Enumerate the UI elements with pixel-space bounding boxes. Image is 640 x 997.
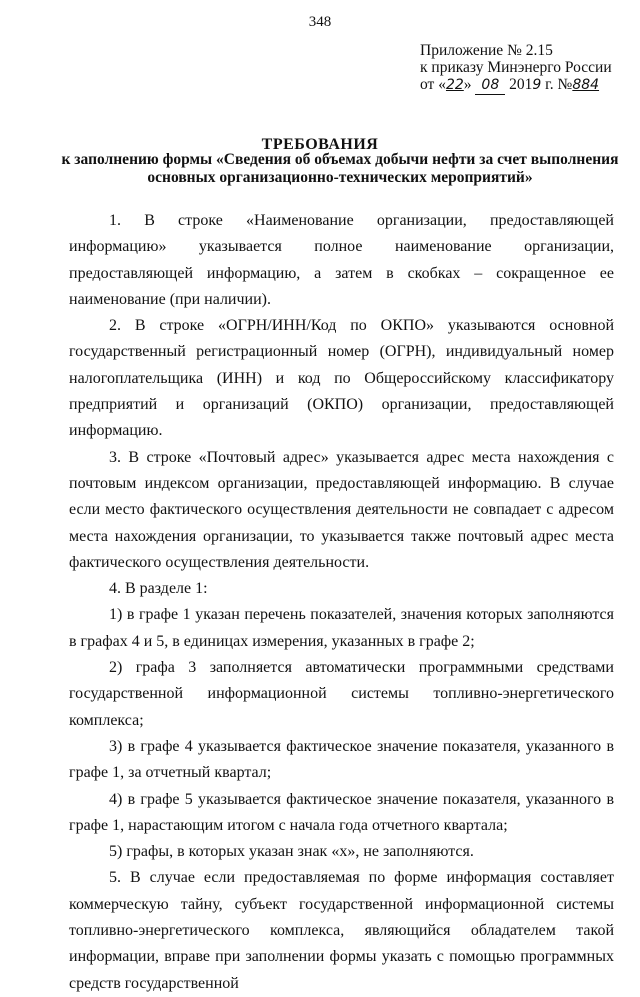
paragraph-4-5: 5) графы, в которых указан знак «х», не заполняются. xyxy=(109,843,474,861)
appendix-line-2: к приказу Минэнерго России xyxy=(420,59,612,76)
handwritten-month: 08 xyxy=(481,77,500,93)
date-prefix: от « xyxy=(420,76,446,93)
year-prefix: 201 xyxy=(509,76,533,93)
paragraph-4-4: 4) в графе 5 указывается фактическое значение показателя, указанного в графе 1, нарастающим итогом с начала года отчетного квартала; xyxy=(69,790,614,834)
document-title: ТРЕБОВАНИЯ xyxy=(261,136,379,153)
paragraph-4-1: 1) в графе 1 указан перечень показателей, значения которых заполняются в графах 4 и 5, в единицах измерения, указанных в графе 2; xyxy=(69,606,614,650)
paragraph-3: 3. В строке «Почтовый адрес» указывается адрес места нахождения с почтовым индексом организации, предоставляющей информацию. В случае если место фактического осуществления деятельности не совпадает с адресом места нахождения организации, то указывается также почтовый адрес места фактического осуществления деятельности. xyxy=(69,448,614,571)
paragraph-4: 4. В разделе 1: xyxy=(109,580,208,598)
month-blank xyxy=(475,76,505,95)
handwritten-year: 9 xyxy=(532,77,542,93)
appendix-date-line xyxy=(420,76,612,95)
appendix-block xyxy=(420,42,612,95)
paragraph-1: 1. В строке «Наименование организации, предоставляющей информацию» указывается полное наименование организации, предоставляющей информацию, а затем в скобках – сокращенное ее наименование (при наличии). xyxy=(69,212,614,308)
handwritten-day: 22 xyxy=(445,77,464,93)
document-body xyxy=(69,208,614,997)
handwritten-number: 884 xyxy=(572,77,600,93)
date-mid: » xyxy=(463,76,472,93)
page-number: 348 xyxy=(308,14,332,30)
year-word: г. № xyxy=(541,76,573,93)
paragraph-5: 5. В случае если предоставляемая по форме информация составляет коммерческую тайну, субъект государственной информационной системы топливно-энергетического комплекса, являющийся обладателем такой информации, вправе при заполнении формы указать с помощью программных средств государственной xyxy=(69,869,614,992)
paragraph-2: 2. В строке «ОГРН/ИНН/Код по ОКПО» указываются основной государственный регистрационный номер (ОГРН), индивидуальный номер налогоплательщика (ИНН) и код по Общероссийскому классификатору предприятий и организаций (ОКПО) организации, предоставляющей информацию. xyxy=(69,317,614,440)
document-subtitle: к заполнению формы «Сведения об объемах добычи нефти за счет выполнения основных организационно-технических мероприятий» xyxy=(61,151,619,186)
paragraph-4-2: 2) графа 3 заполняется автоматически программными средствами государственной информационной системы топливно-энергетического комплекса; xyxy=(69,659,614,729)
paragraph-4-3: 3) в графе 4 указывается фактическое значение показателя, указанного в графе 1, за отчетный квартал; xyxy=(69,737,614,782)
appendix-line-1: Приложение № 2.15 xyxy=(420,42,553,59)
